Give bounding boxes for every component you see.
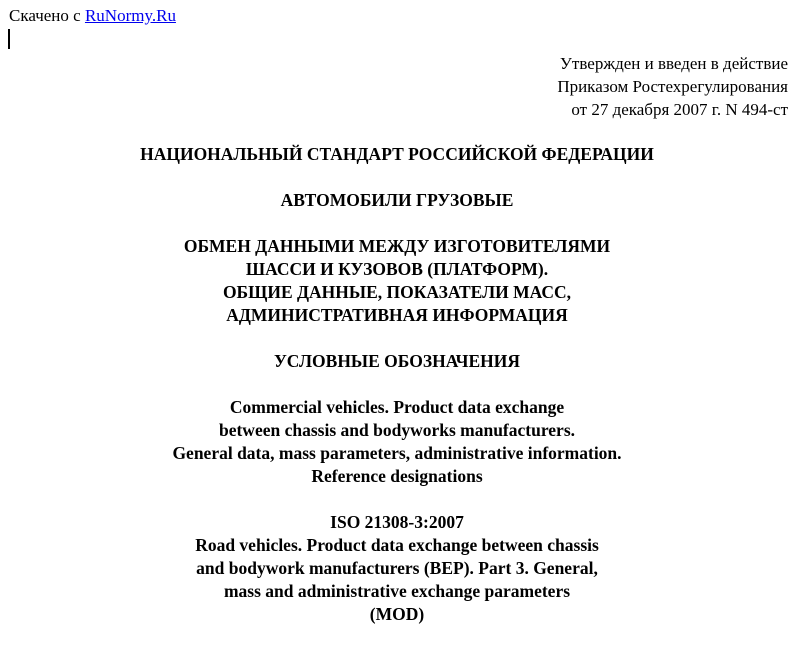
title-en-line: General data, mass parameters, administrative information. (172, 443, 622, 463)
title-en-line: Commercial vehicles. Product data exchange (229, 397, 565, 417)
title-ru-line: ШАССИ И КУЗОВОВ (ПЛАТФОРМ). (245, 259, 549, 279)
iso-number: ISO 21308-3:2007 (330, 512, 464, 532)
title-ru-line: ОБМЕН ДАННЫМИ МЕЖДУ ИЗГОТОВИТЕЛЯМИ (183, 236, 611, 256)
title-en-line: Reference designations (311, 466, 483, 486)
text-cursor (8, 29, 10, 49)
category-heading: АВТОМОБИЛИ ГРУЗОВЫЕ (280, 190, 514, 210)
iso-title-line: and bodywork manufacturers (BEP). Part 3. General, (196, 558, 598, 578)
title-ru-line: ОБЩИЕ ДАННЫЕ, ПОКАЗАТЕЛИ МАСС, (222, 282, 572, 302)
approval-block (388, 52, 788, 121)
source-line (9, 6, 176, 26)
title-block (0, 143, 794, 626)
approval-line: Приказом Ростехрегулирования (557, 77, 788, 96)
iso-title-line: mass and administrative exchange parameters (223, 581, 571, 601)
approval-line: от 27 декабря 2007 г. N 494-ст (571, 100, 788, 119)
approval-line: Утвержден и введен в действие (559, 54, 788, 73)
title-ru-line: АДМИНИСТРАТИВНАЯ ИНФОРМАЦИЯ (226, 305, 568, 325)
source-prefix: Скачено с (9, 6, 85, 25)
subtitle-ru: УСЛОВНЫЕ ОБОЗНАЧЕНИЯ (273, 351, 521, 371)
iso-title-line: Road vehicles. Product data exchange between chassis (195, 535, 599, 555)
title-en-line: between chassis and bodyworks manufacturers. (218, 420, 576, 440)
standard-type-heading: НАЦИОНАЛЬНЫЙ СТАНДАРТ РОССИЙСКОЙ ФЕДЕРАЦИИ (140, 144, 654, 164)
iso-title-line: (MOD) (369, 604, 425, 624)
source-link[interactable]: RuNormy.Ru (84, 6, 176, 25)
